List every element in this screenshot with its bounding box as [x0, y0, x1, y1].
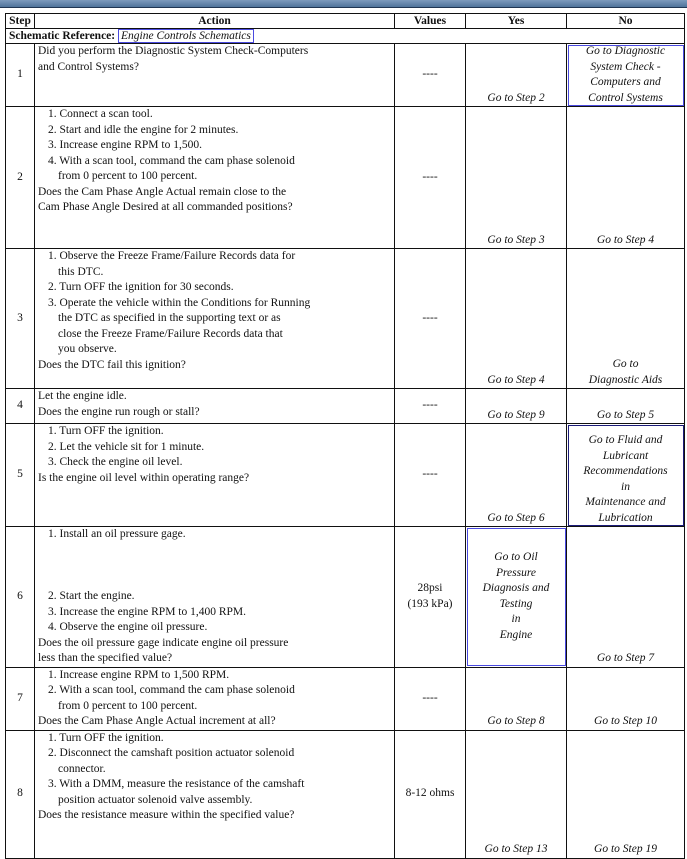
action-line: 1. Observe the Freeze Frame/Failure Records data for	[48, 250, 296, 262]
action-line: Is the engine oil level within operating range?	[38, 471, 250, 484]
value-text: (193 kPa)	[407, 597, 453, 610]
action-line: 3. Operate the vehicle within the Conditions for Running	[48, 296, 311, 309]
action-line: 2. Let the vehicle sit for 1 minute.	[48, 440, 205, 453]
action-cell	[35, 667, 395, 730]
action-line: 1. Turn OFF the ignition.	[48, 731, 164, 744]
action-line	[38, 543, 391, 559]
value-text: 28psi	[417, 582, 443, 595]
action-line: 2. Disconnect the camshaft position actuator solenoid	[48, 747, 295, 759]
no-link-line[interactable]: Go to Step 7	[596, 652, 655, 664]
diagnostic-table	[5, 13, 685, 859]
action-line: 1. Turn OFF the ignition.	[48, 425, 164, 437]
table-row	[6, 424, 685, 527]
value-cell	[395, 527, 466, 668]
action-cell	[35, 44, 395, 107]
action-line: you observe.	[58, 343, 117, 355]
action-line: connector.	[58, 762, 106, 775]
yes-link-line[interactable]: Engine	[499, 628, 533, 641]
value-cell: ----	[395, 44, 466, 107]
header-values: Values	[395, 14, 466, 29]
table-row	[6, 249, 685, 389]
step-number: 5	[6, 424, 35, 527]
header-yes: Yes	[466, 14, 567, 29]
yes-cell[interactable]: Go to Step 3	[466, 107, 567, 249]
no-link-line[interactable]: Go to	[612, 358, 639, 370]
no-cell[interactable]	[567, 424, 685, 527]
no-link-line[interactable]: Go to Step 4	[596, 233, 655, 246]
action-line: Cam Phase Angle Desired at all commanded positions?	[38, 201, 293, 213]
yes-link-line[interactable]: in	[511, 613, 521, 626]
header-action: Action	[35, 14, 395, 29]
schematic-label: Schematic Reference:	[9, 30, 116, 42]
action-line: 3. Increase engine RPM to 1,500.	[48, 139, 202, 151]
action-cell	[35, 107, 395, 249]
action-line: the DTC as specified in the supporting text or as	[58, 312, 281, 324]
no-link-line[interactable]: Recommendations	[583, 465, 668, 477]
no-link-line[interactable]: Lubricant	[602, 449, 649, 462]
no-link-line[interactable]: Go to Step 10	[594, 715, 657, 727]
action-line: close the Freeze Frame/Failure Records data that	[58, 327, 283, 340]
no-cell[interactable]	[567, 249, 685, 389]
action-line	[38, 574, 391, 590]
no-cell[interactable]	[567, 107, 685, 249]
yes-link-line[interactable]: Diagnosis and	[482, 582, 550, 595]
action-line: Did you perform the Diagnostic System Check-Computers	[38, 45, 309, 57]
table-row	[6, 527, 685, 668]
no-cell[interactable]	[567, 667, 685, 730]
yes-cell[interactable]: Go to Step 4	[466, 249, 567, 389]
action-line: Does the Cam Phase Angle Actual remain close to the	[38, 185, 287, 198]
action-line: 4. With a scan tool, command the cam phase solenoid	[48, 154, 295, 167]
action-line: 4. Observe the engine oil pressure.	[48, 621, 208, 633]
no-link-line[interactable]: Go to Step 5	[596, 408, 655, 421]
step-number: 6	[6, 527, 35, 668]
step-number: 8	[6, 730, 35, 858]
no-link-line[interactable]: Go to Diagnostic	[585, 45, 666, 57]
no-link-line[interactable]: System Check -	[590, 60, 661, 73]
action-line: 2. Turn OFF the ignition for 30 seconds.	[48, 281, 234, 293]
step-number: 7	[6, 667, 35, 730]
action-line: Does the DTC fail this ignition?	[38, 358, 186, 371]
action-line: 2. Start and idle the engine for 2 minutes.	[48, 123, 239, 136]
action-line: 1. Install an oil pressure gage.	[48, 528, 186, 540]
value-cell: 8-12 ohms	[395, 730, 466, 858]
action-line: 3. Increase the engine RPM to 1,400 RPM.	[48, 605, 247, 618]
no-link-line[interactable]: Diagnostic Aids	[588, 373, 663, 386]
yes-cell[interactable]: Go to Step 13	[466, 730, 567, 858]
action-line: 2. Start the engine.	[48, 590, 135, 602]
window-title-bar	[0, 0, 687, 8]
header-no: No	[567, 14, 685, 29]
no-link-line[interactable]: Go to Fluid and	[588, 434, 663, 446]
action-line	[38, 558, 391, 574]
table-row	[6, 667, 685, 730]
no-link-line[interactable]: in	[621, 480, 630, 493]
schematic-row	[6, 29, 685, 44]
action-line: 2. With a scan tool, command the cam phase solenoid	[48, 684, 295, 696]
table-row	[6, 44, 685, 107]
no-link-line[interactable]: Maintenance and	[585, 496, 666, 508]
yes-link-line[interactable]: Go to Oil	[494, 551, 538, 564]
value-cell: ----	[395, 667, 466, 730]
no-link-line[interactable]: Lubrication	[598, 511, 653, 524]
value-cell: ----	[395, 107, 466, 249]
action-line: 3. Check the engine oil level.	[48, 456, 183, 468]
action-line: less than the specified value?	[38, 652, 173, 664]
table-row	[6, 389, 685, 424]
yes-cell[interactable]: Go to Step 2	[466, 44, 567, 107]
action-line: 1. Increase engine RPM to 1,500 RPM.	[48, 668, 230, 681]
value-cell: ----	[395, 424, 466, 527]
action-line: from 0 percent to 100 percent.	[58, 170, 198, 182]
yes-cell[interactable]	[466, 527, 567, 668]
action-cell	[35, 249, 395, 389]
yes-cell[interactable]: Go to Step 6	[466, 424, 567, 527]
no-cell[interactable]	[567, 730, 685, 858]
action-line: this DTC.	[58, 265, 104, 278]
step-number: 4	[6, 389, 35, 424]
no-cell[interactable]	[567, 527, 685, 668]
header-row	[6, 14, 685, 29]
table-row	[6, 730, 685, 858]
step-number: 2	[6, 107, 35, 249]
action-cell	[35, 389, 395, 424]
no-link-line[interactable]: Control Systems	[588, 91, 663, 104]
action-line: 1. Connect a scan tool.	[48, 108, 153, 120]
action-line: Let the engine idle.	[38, 390, 127, 402]
no-link-line[interactable]: Go to Step 19	[594, 843, 657, 855]
action-line: position actuator solenoid valve assembly.	[58, 793, 253, 806]
yes-link-line[interactable]: Pressure	[495, 566, 537, 579]
action-line: Does the resistance measure within the specified value?	[38, 809, 295, 821]
value-cell: ----	[395, 249, 466, 389]
yes-cell[interactable]: Go to Step 9	[466, 389, 567, 424]
action-line: Does the Cam Phase Angle Actual increment at all?	[38, 715, 276, 727]
table-row	[6, 107, 685, 249]
yes-link-line[interactable]: Testing	[499, 597, 533, 610]
no-link-line[interactable]: Computers and	[590, 76, 661, 88]
action-cell	[35, 527, 395, 668]
action-line: Does the engine run rough or stall?	[38, 405, 200, 418]
action-line: and Control Systems?	[38, 60, 139, 73]
action-line: 3. With a DMM, measure the resistance of the camshaft	[48, 778, 305, 790]
step-number: 1	[6, 44, 35, 107]
no-cell[interactable]	[567, 44, 685, 107]
no-cell[interactable]	[567, 389, 685, 424]
action-cell	[35, 424, 395, 527]
action-line: from 0 percent to 100 percent.	[58, 699, 198, 712]
header-step: Step	[6, 14, 35, 29]
schematic-link[interactable]: Engine Controls Schematics	[118, 29, 254, 43]
value-cell: ----	[395, 389, 466, 424]
action-line: Does the oil pressure gage indicate engine oil pressure	[38, 636, 289, 649]
action-cell	[35, 730, 395, 858]
yes-cell[interactable]: Go to Step 8	[466, 667, 567, 730]
step-number: 3	[6, 249, 35, 389]
